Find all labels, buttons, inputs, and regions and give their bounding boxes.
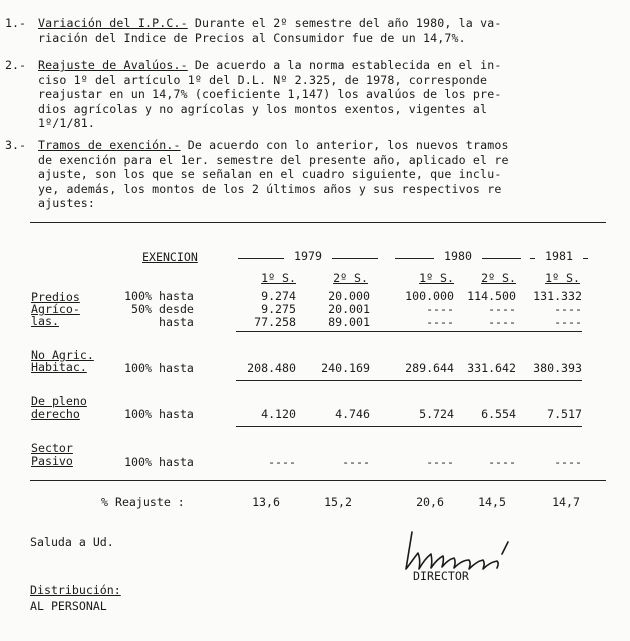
cell-value: 9.275 [261,302,296,316]
paragraph-line: De acuerdo a la norma establecida en el in- [187,58,502,72]
semester-header: 1º S. [261,271,296,285]
cell-value: 208.480 [247,361,296,375]
cell-value: 131.332 [533,289,582,303]
year-1979: 1979 [284,250,332,263]
paragraph-line: ajuste, son los que se señalan en el cuadro siguiente, que inclu- [38,167,502,182]
paragraph-line: reajustar en un 14,7% (coeficiente 1,147) los avalúos de los pre- [38,87,502,102]
paragraph-line: ajustes: [38,196,96,211]
row-pct: 100% [124,455,152,469]
paragraph-number: 2.- [5,58,26,72]
cell-value: 289.644 [405,361,454,375]
paragraph-number: 3.- [5,138,26,152]
reajuste-value: 13,6 [252,495,280,509]
cell-value: 4.120 [261,407,296,421]
reajuste-value: 20,6 [416,495,444,509]
paragraph-line: ye, además, los montos de los 2 últimos años y sus respectivos re [38,181,502,196]
cell-value: ---- [342,455,370,469]
paragraph-line: riación del Indice de Precios al Consumidor fue de un 14,7%. [38,30,466,45]
year-1981: 1981 [535,250,583,263]
cell-value: 240.169 [321,361,370,375]
group-label: las. [31,314,59,328]
salutation: Saluda a Ud. [30,535,114,549]
cell-value: ---- [488,302,516,316]
semester-header: 2º S. [481,271,516,285]
row-cond: hasta [159,361,194,375]
cell-value: 6.554 [481,407,516,421]
cell-value: ---- [268,455,296,469]
cell-value: 331.642 [467,361,516,375]
paragraph-line: 1º/1/81. [38,116,96,131]
row-cond: hasta [159,455,194,469]
cell-value: 114.500 [467,289,516,303]
cell-value: 380.393 [533,361,582,375]
semester-header: 2º S. [333,271,368,285]
cell-value: 20.000 [328,289,370,303]
row-cond: hasta [159,289,194,303]
row-pct: 50% [131,302,152,316]
group-rule [236,380,582,381]
cell-value: ---- [488,315,516,329]
cell-value: ---- [488,455,516,469]
row-pct: 100% [124,361,152,375]
group-label: De pleno [31,394,87,408]
group-label: Pasivo [31,454,73,468]
semester-header: 1º S. [419,271,454,285]
paragraph-title: Tramos de exención.- [38,138,181,152]
reajuste-value: 14,5 [478,495,506,509]
semester-header: 1º S. [545,271,580,285]
row-pct: 100% [124,407,152,421]
group-label: derecho [31,407,80,421]
row-cond: desde [159,302,194,316]
reajuste-label: % Reajuste : [101,495,185,509]
group-label: No Agric. [31,348,94,362]
cell-value: ---- [426,315,454,329]
paragraph-1 [5,16,598,45]
row-cond: hasta [159,407,194,421]
group-label: Habitac. [31,360,87,374]
paragraph-number: 1.- [5,16,26,30]
cell-value: ---- [426,455,454,469]
group-label: Agríco- [31,302,80,316]
group-rule [236,426,582,427]
paragraph-line: De acuerdo con lo anterior, los nuevos tramos [180,138,509,152]
group-label: Predios [31,290,80,304]
reajuste-value: 15,2 [324,495,352,509]
cell-value: 5.724 [419,407,454,421]
paragraph-title: Variación del I.P.C.- [38,16,188,30]
cell-value: 7.517 [547,407,582,421]
cell-value: 100.000 [405,289,454,303]
paragraph-2 [5,58,598,131]
group-rule [236,331,582,332]
cell-value: 89.001 [328,315,370,329]
paragraph-3 [5,138,598,211]
group-label: Sector [31,441,73,455]
reajuste-value: 14,7 [552,495,580,509]
cell-value: 9.274 [261,289,296,303]
cell-value: ---- [426,302,454,316]
paragraph-line: dios agrícolas y no agrícolas y los montos exentos, vigentes al [38,101,488,116]
cell-value: 20.001 [328,302,370,316]
table-bottom-rule [30,480,606,481]
exencion-header: EXENCION [142,250,198,264]
row-cond: hasta [159,315,194,329]
table-top-rule [30,222,606,223]
distribution-value: AL PERSONAL [30,599,107,613]
cell-value: 4.746 [335,407,370,421]
cell-value: ---- [554,302,582,316]
signature-title: DIRECTOR [413,569,469,583]
cell-value: 77.258 [254,315,296,329]
paragraph-line: Durante el 2º semestre del año 1980, la va- [187,16,502,30]
year-1980: 1980 [434,250,482,263]
distribution-label: Distribución: [30,583,121,597]
cell-value: ---- [554,315,582,329]
paragraph-line: ciso 1º del artículo 1º del D.L. Nº 2.325, de 1978, corresponde [38,72,488,87]
paragraph-line: de exención para el 1er. semestre del presente año, aplicado el re [38,152,509,167]
paragraph-title: Reajuste de Avalúos.- [38,58,188,72]
cell-value: ---- [554,455,582,469]
row-pct: 100% [124,289,152,303]
